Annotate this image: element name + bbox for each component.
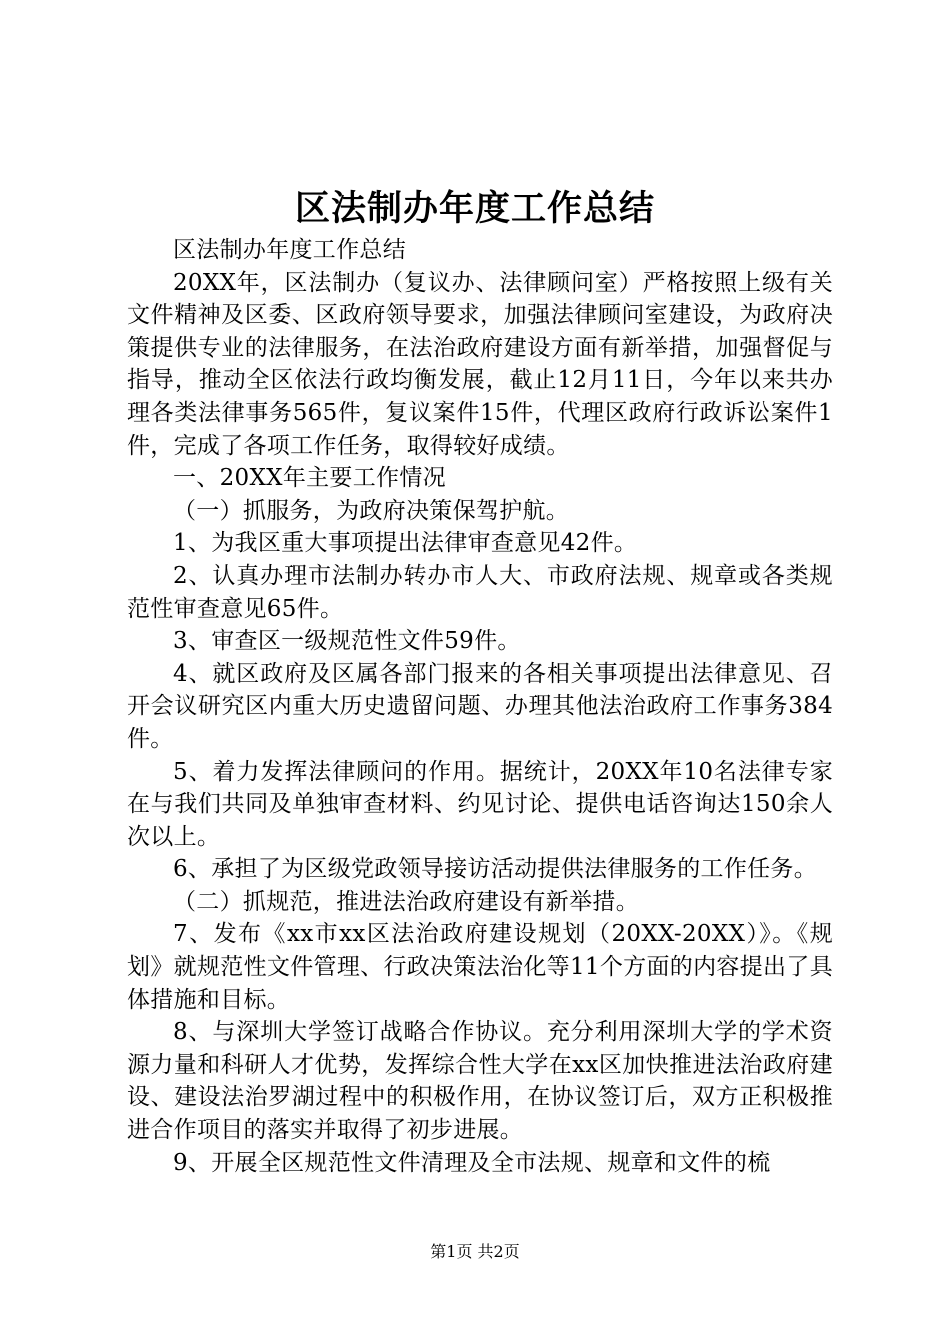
- subsection-heading: （二）抓规范，推进法治政府建设有新举措。: [173, 888, 639, 915]
- section-heading: 一、20XX年主要工作情况: [173, 465, 446, 492]
- body-paragraph: 5、着力发挥法律顾问的作用。据统计，20XX年10名法律专家在与我们共同及单独审查材料、约见讨论、提供电话咨询达150余人次以上。: [127, 758, 833, 850]
- subsection-heading: （一）抓服务，为政府决策保驾护航。: [173, 497, 570, 524]
- body-paragraph: 3、审查区一级规范性文件59件。: [173, 628, 521, 655]
- body-paragraph: 8、与深圳大学签订战略合作协议。充分利用深圳大学的学术资源力量和科研人才优势，发挥综合性大学在xx区加快推进法治政府建设、建设法治罗湖过程中的积极作用，在协议签订后，双方正积极推进合作项目的落实并取得了初步进展。: [127, 1019, 833, 1144]
- body-paragraph: 9、开展全区规范性文件清理及全市法规、规章和文件的梳: [173, 1149, 771, 1176]
- body-paragraph: 1、为我区重大事项提出法律审查意见42件。: [173, 530, 638, 557]
- body-paragraph: 20XX年，区法制办（复议办、法律顾问室）严格按照上级有关文件精神及区委、区政府领导要求，加强法律顾问室建设，为政府决策提供专业的法律服务，在法治政府建设方面有新举措，加强督促与指导，推动全区依法行政均衡发展，截止12月11日，今年以来共办理各类法律事务565件，复议案件15件，代理区政府行政诉讼案件1件，完成了各项工作任务，取得较好成绩。: [127, 269, 833, 459]
- body-paragraph: 区法制办年度工作总结: [173, 237, 406, 263]
- document-body: [127, 234, 833, 1179]
- body-paragraph: 6、承担了为区级党政领导接访活动提供法律服务的工作任务。: [173, 856, 818, 883]
- document-title: 区法制办年度工作总结: [294, 188, 655, 229]
- page-footer: 第1页 共2页: [430, 1242, 520, 1261]
- body-paragraph: 7、发布《xx市xx区法治政府建设规划（20XX-20XX）》。《规划》就规范性文件管理、行政决策法治化等11个方面的内容提出了具体措施和目标。: [127, 921, 833, 1013]
- body-paragraph: 4、就区政府及区属各部门报来的各相关事项提出法律意见、召开会议研究区内重大历史遗留问题、办理其他法治政府工作事务384件。: [127, 660, 833, 752]
- body-paragraph: 2、认真办理市法制办转办市人大、市政府法规、规章或各类规范性审查意见65件。: [127, 562, 833, 622]
